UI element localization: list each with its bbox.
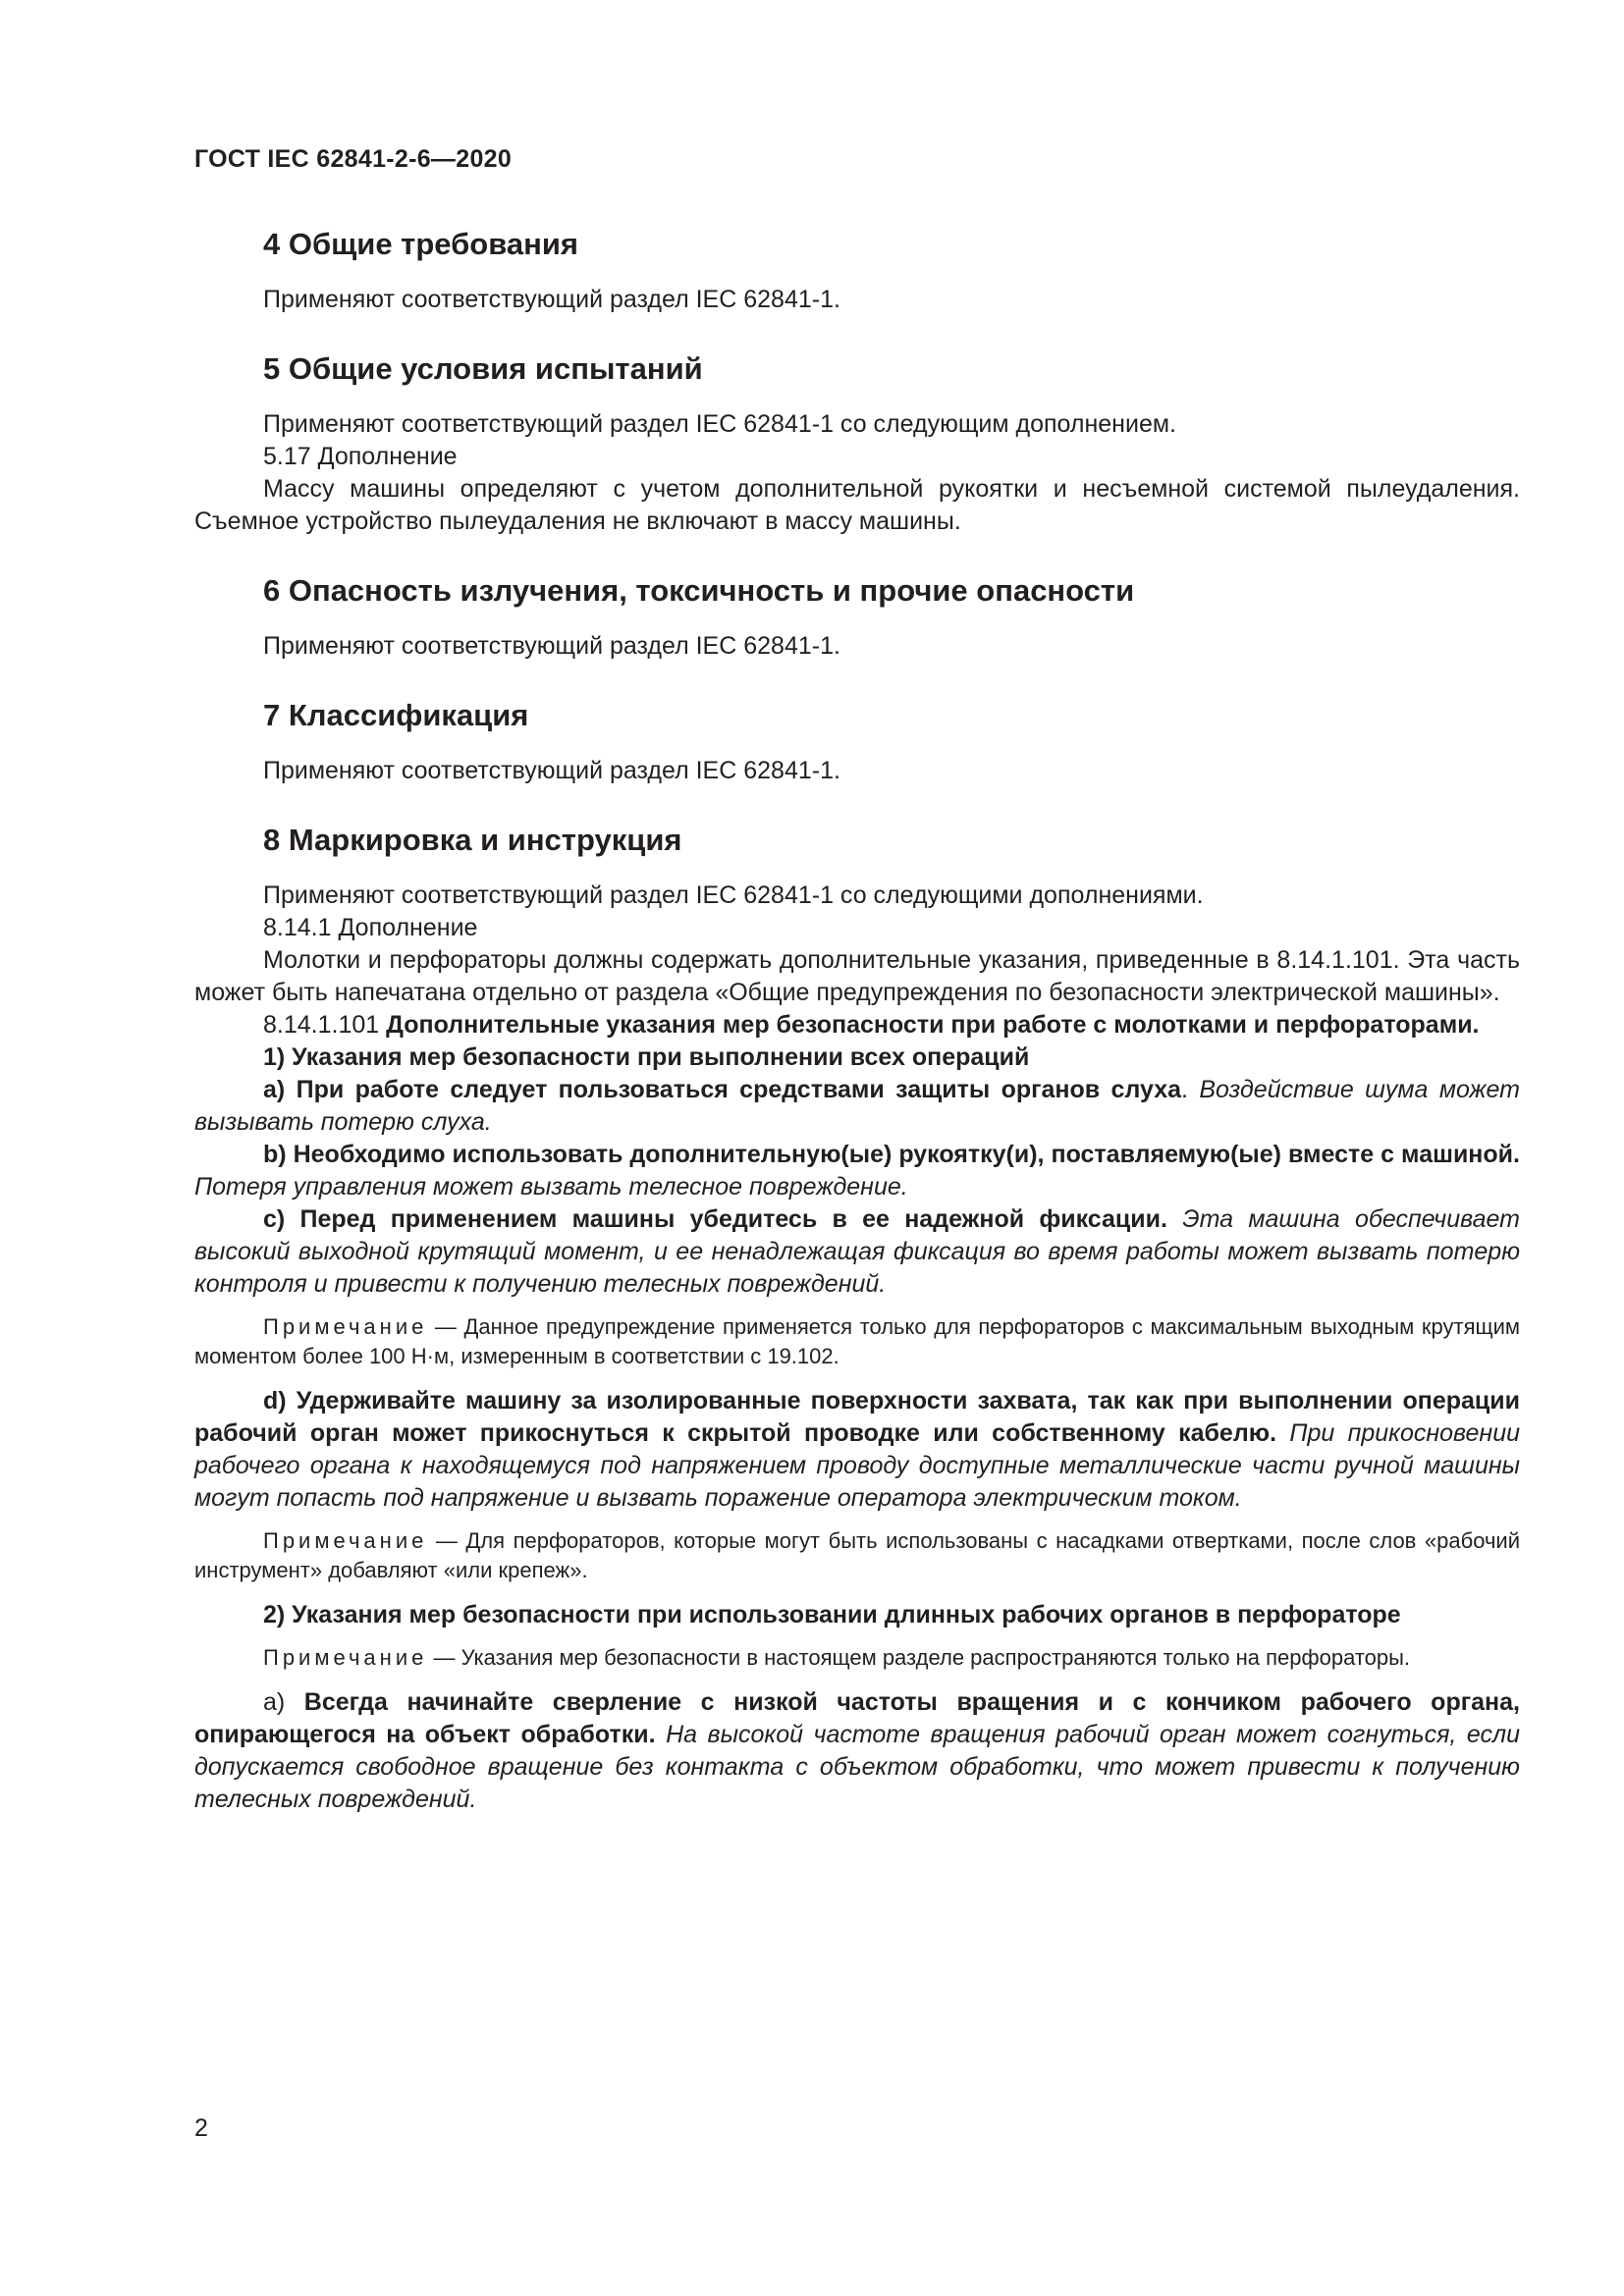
clause-number: 8.14.1.101 bbox=[263, 1011, 387, 1039]
item-b-italic: Потеря управления может вызвать телесное повреждение. bbox=[194, 1173, 908, 1201]
item-a2-bold: Всегда начинайте сверление с низкой частоты вращения и с кончиком рабочего органа, опирающегося на объект обработки. bbox=[194, 1688, 1520, 1748]
section-7-title: 7 Классификация bbox=[263, 698, 529, 732]
item-a2-italic: На высокой частоте вращения рабочий орган может согнуться, если допускается свободное вращение без контакта с объектом обработки, что может привести к получению телесных повреждений. bbox=[194, 1721, 1521, 1813]
section-8-title: 8 Маркировка и инструкция bbox=[263, 823, 682, 857]
section-8 bbox=[194, 821, 1520, 1816]
section-6-title: 6 Опасность излучения, токсичность и прочие опасности bbox=[263, 573, 1135, 608]
item-a-separator: . bbox=[1181, 1076, 1200, 1103]
item-c-italic: Эта машина обеспечивает высокий выходной крутящий момент, и ее ненадлежащая фиксация во время работы может вызвать потерю контроля и привести к получению телесных повреждений. bbox=[194, 1205, 1520, 1298]
item-b bbox=[194, 1139, 1520, 1203]
section-8-paragraph-2: 8.14.1 Дополнение bbox=[263, 914, 478, 941]
item-d-italic: При прикосновении рабочего органа к находящемуся под напряжением проводу доступные металлические части ручной машины могут попасть под напряжение и вызвать поражение оператора электрическим током. bbox=[194, 1419, 1520, 1512]
running-head: ГОСТ IEC 62841-2-6—2020 bbox=[194, 145, 513, 173]
note-1 bbox=[194, 1312, 1520, 1371]
section-7 bbox=[194, 696, 1520, 787]
page-number: 2 bbox=[194, 2114, 208, 2142]
item-d bbox=[194, 1385, 1520, 1515]
note-2 bbox=[194, 1526, 1520, 1585]
item-b-bold: b) Необходимо использовать дополнительную(ые) рукоятку(и), поставляемую(ые) вместе с машиной. bbox=[263, 1141, 1520, 1168]
section-6-paragraph: Применяют соответствующий раздел IEC 62841-1. bbox=[263, 632, 840, 660]
section-4-title: 4 Общие требования bbox=[263, 227, 578, 261]
note-2-label: Примечание bbox=[263, 1528, 428, 1553]
section-6 bbox=[194, 571, 1520, 663]
section-7-paragraph: Применяют соответствующий раздел IEC 62841-1. bbox=[263, 757, 840, 784]
note-3-text: — Указания мер безопасности в настоящем разделе распространяются только на перфораторы. bbox=[427, 1645, 1411, 1670]
item-a bbox=[194, 1074, 1520, 1139]
note-3 bbox=[194, 1643, 1520, 1673]
section-5 bbox=[194, 349, 1520, 538]
clause-8-14-1-101 bbox=[194, 1009, 1520, 1041]
note-3-label: Примечание bbox=[263, 1645, 428, 1670]
section-5-paragraph-1: Применяют соответствующий раздел IEC 62841-1 со следующим дополнением. bbox=[263, 410, 1176, 438]
section-5-paragraph-2: 5.17 Дополнение bbox=[263, 443, 458, 470]
subclause-1-heading bbox=[194, 1041, 1520, 1074]
item-a2-prefix: а) bbox=[263, 1688, 304, 1716]
note-1-text: — Данное предупреждение применяется только для перфораторов с максимальным выходным крутящим моментом более 100 Н·м, измеренным в соответствии с 19.102. bbox=[194, 1314, 1520, 1368]
subclause-2-heading-text: 2) Указания мер безопасности при использовании длинных рабочих органов в перфораторе bbox=[263, 1601, 1401, 1629]
page-content bbox=[194, 142, 1520, 1816]
item-a-bold: а) При работе следует пользоваться средствами защиты органов слуха bbox=[263, 1076, 1182, 1103]
item-c-bold: с) Перед применением машины убедитесь в ее надежной фиксации. bbox=[263, 1205, 1167, 1233]
section-4-paragraph: Применяют соответствующий раздел IEC 62841-1. bbox=[263, 286, 840, 313]
item-d-bold: d) Удерживайте машину за изолированные поверхности захвата, так как при выполнении операции рабочий орган может прикоснуться к скрытой проводке или собственному кабелю. bbox=[194, 1387, 1520, 1447]
item-a2 bbox=[194, 1686, 1520, 1816]
note-2-text: — Для перфораторов, которые могут быть использованы с насадками отвертками, после слов «рабочий инструмент» добавляют «или крепеж». bbox=[194, 1528, 1520, 1582]
clause-title: Дополнительные указания мер безопасности при работе с молотками и перфораторами. bbox=[386, 1011, 1480, 1039]
subclause-1-heading-text: 1) Указания мер безопасности при выполнении всех операций bbox=[263, 1043, 1030, 1071]
section-4 bbox=[194, 225, 1520, 316]
section-5-paragraph-3: Массу машины определяют с учетом дополнительной рукоятки и несъемной системой пылеудаления. Съемное устройство пылеудаления не включают в массу машины. bbox=[194, 475, 1520, 535]
section-8-paragraph-3: Молотки и перфораторы должны содержать дополнительные указания, приведенные в 8.14.1.101. Эта часть может быть напечатана отдельно от раздела «Общие предупреждения по безопасности электрической машины». bbox=[194, 946, 1520, 1006]
section-8-paragraph-1: Применяют соответствующий раздел IEC 62841-1 со следующими дополнениями. bbox=[263, 881, 1204, 909]
item-c bbox=[194, 1203, 1520, 1301]
section-5-title: 5 Общие условия испытаний bbox=[263, 351, 703, 386]
subclause-2-heading bbox=[194, 1599, 1520, 1631]
item-a-italic: Воздействие шума может вызывать потерю слуха. bbox=[194, 1076, 1520, 1136]
note-1-label: Примечание bbox=[263, 1314, 428, 1339]
